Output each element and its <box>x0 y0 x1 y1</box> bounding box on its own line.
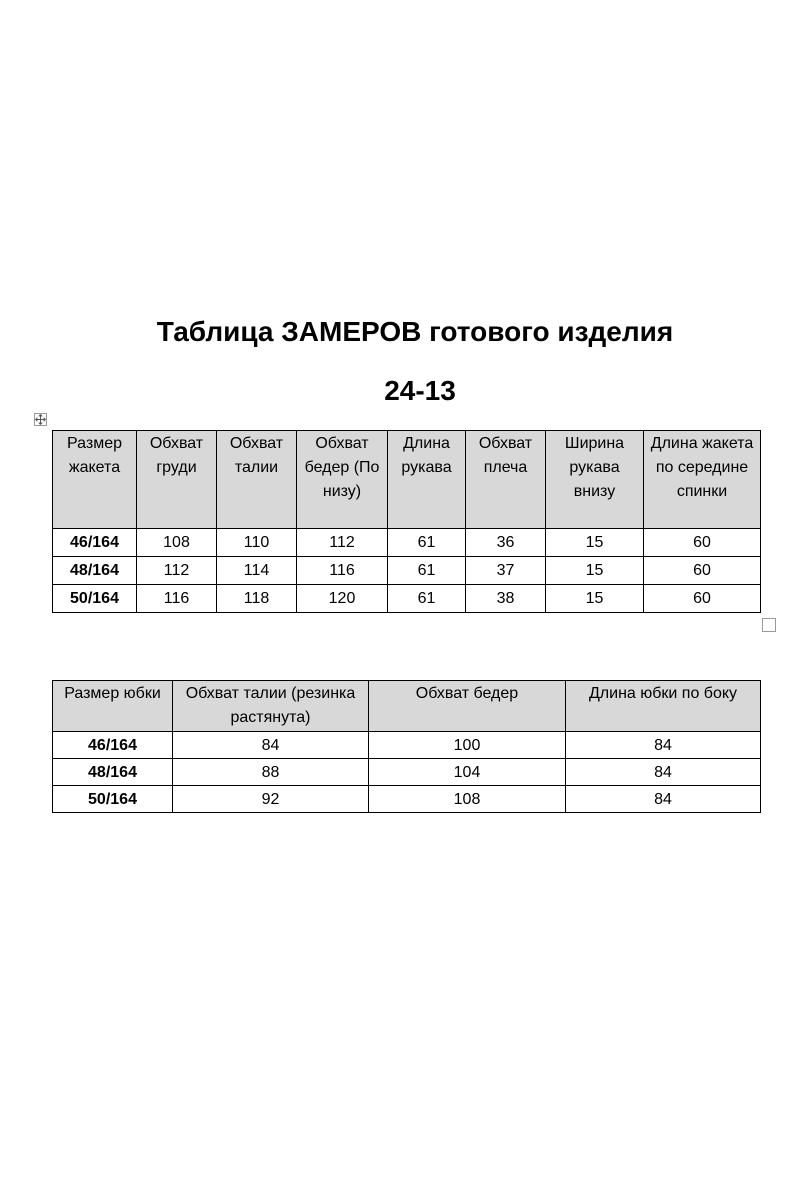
size-cell: 50/164 <box>53 786 173 813</box>
table-cell: 37 <box>466 557 546 585</box>
skirt-measurements-table <box>52 680 761 813</box>
header-cell: Длина жакета по середине спинки <box>644 431 761 529</box>
size-cell: 46/164 <box>53 732 173 759</box>
header-cell: Обхват талии <box>217 431 297 529</box>
jacket-measurements-table <box>52 430 761 613</box>
table-cell: 108 <box>137 529 217 557</box>
table-cell: 60 <box>644 585 761 613</box>
table-row <box>53 759 761 786</box>
table-cell: 84 <box>566 786 761 813</box>
table-cell: 118 <box>217 585 297 613</box>
table-cell: 15 <box>546 557 644 585</box>
document-title: Таблица ЗАМЕРОВ готового изделия <box>156 316 674 347</box>
size-cell: 48/164 <box>53 759 173 786</box>
table-cell: 61 <box>388 529 466 557</box>
size-cell: 50/164 <box>53 585 137 613</box>
table-cell: 36 <box>466 529 546 557</box>
size-cell: 48/164 <box>53 557 137 585</box>
move-arrows-icon[interactable] <box>34 413 47 426</box>
table-cell: 84 <box>566 759 761 786</box>
table-cell: 100 <box>369 732 566 759</box>
header-cell: Обхват бедер <box>369 681 566 732</box>
table-cell: 114 <box>217 557 297 585</box>
table-cell: 104 <box>369 759 566 786</box>
header-cell: Обхват бедер (По низу) <box>297 431 388 529</box>
table-cell: 60 <box>644 529 761 557</box>
table-row <box>53 786 761 813</box>
table-cell: 61 <box>388 585 466 613</box>
table-cell: 15 <box>546 529 644 557</box>
header-cell: Длина юбки по боку <box>566 681 761 732</box>
model-code: 24-13 <box>384 375 456 406</box>
table-cell: 112 <box>137 557 217 585</box>
table-cell: 110 <box>217 529 297 557</box>
resize-square-icon[interactable] <box>762 618 776 632</box>
table-cell: 84 <box>173 732 369 759</box>
table-row <box>53 585 761 613</box>
header-cell: Размер жакета <box>53 431 137 529</box>
table-cell: 15 <box>546 585 644 613</box>
table-cell: 61 <box>388 557 466 585</box>
table-cell: 84 <box>566 732 761 759</box>
table-cell: 116 <box>297 557 388 585</box>
header-cell: Ширина рукава внизу <box>546 431 644 529</box>
header-cell: Обхват плеча <box>466 431 546 529</box>
table-cell: 112 <box>297 529 388 557</box>
size-cell: 46/164 <box>53 529 137 557</box>
header-cell: Обхват груди <box>137 431 217 529</box>
table-header-row <box>53 681 761 732</box>
table-cell: 38 <box>466 585 546 613</box>
table-cell: 92 <box>173 786 369 813</box>
table-row <box>53 732 761 759</box>
table-cell: 88 <box>173 759 369 786</box>
table-cell: 120 <box>297 585 388 613</box>
table-cell: 116 <box>137 585 217 613</box>
table-cell: 108 <box>369 786 566 813</box>
table-row <box>53 557 761 585</box>
header-cell: Размер юбки <box>53 681 173 732</box>
table-header-row <box>53 431 761 529</box>
table-row <box>53 529 761 557</box>
header-cell: Длина рукава <box>388 431 466 529</box>
header-cell: Обхват талии (резинка растянута) <box>173 681 369 732</box>
table-cell: 60 <box>644 557 761 585</box>
